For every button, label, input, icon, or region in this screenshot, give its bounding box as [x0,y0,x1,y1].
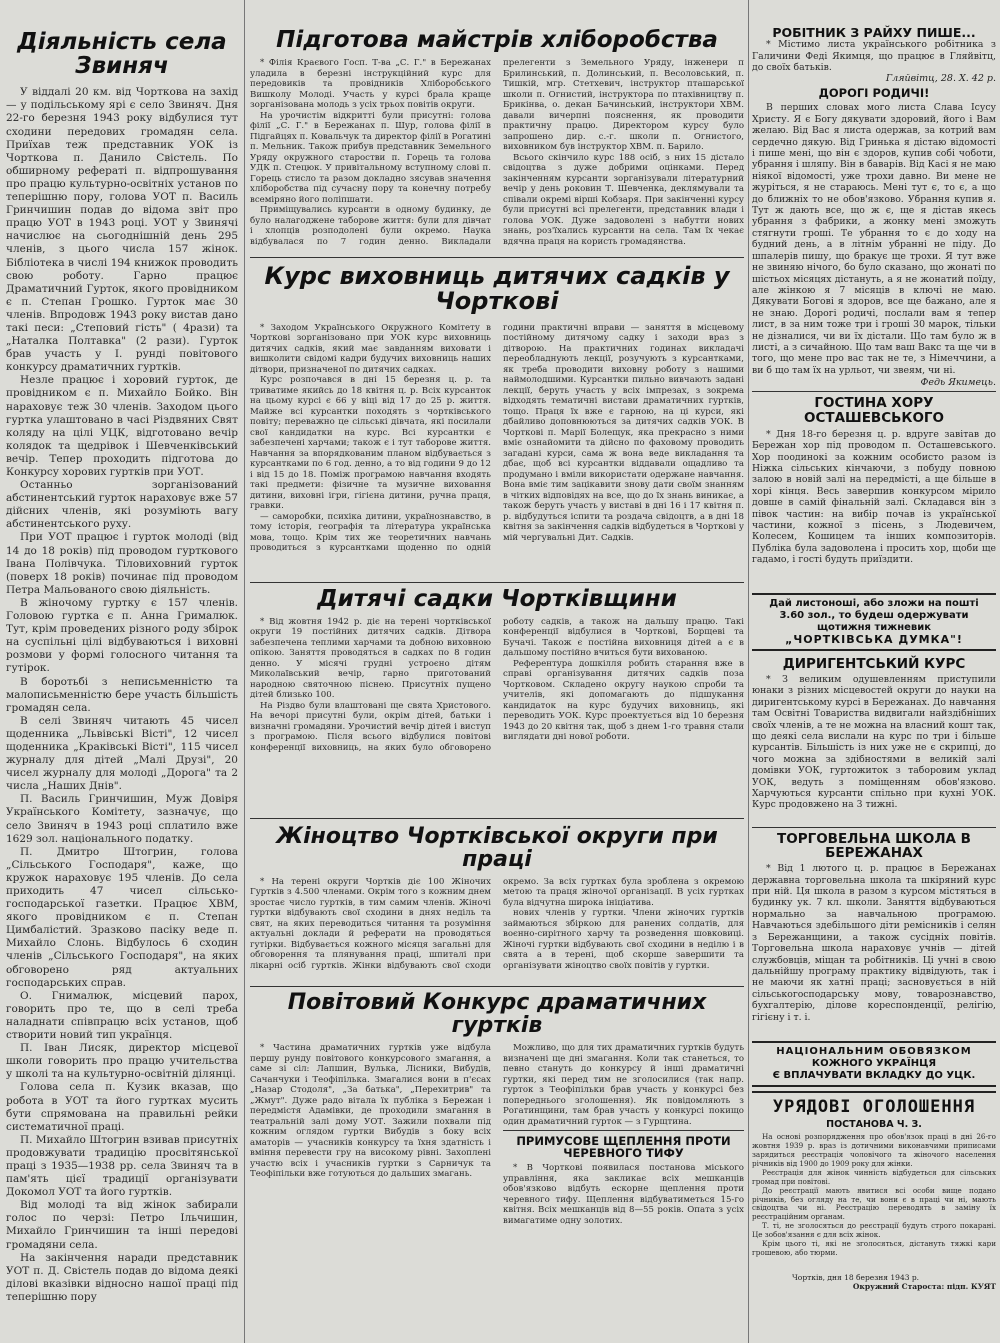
center-column [250,0,744,1253]
article-title-konkurs: Повітовий Конкурс драматичних гуртків [287,989,707,1038]
article-body-konkurs-right [503,1043,744,1253]
paragraph: До реєстрації мають явитися всі особи вище подано річників, без огляду на те, чи вони є в праці чи ні, мають свідоцтва чи ні. Реєстрацію переводять в заміну їх реєстраційним органам. [752,1185,996,1222]
decree-body [752,1133,996,1273]
paragraph: В перших словах мого листа Слава Ісусу Христу. Я є Богу дякувати здоровий, його і Вам желаю. Від Вас я листа одержав, за котрий вам сердечно дякую. Від Гринька я дістаю відомості і пише мені, що він є здоров, купив собі чоботи, убрання і шляпу. Він в баварів. Від Касі я не маю ніякої відомості, уже трохи давно. Ви мене не журіться, я не стараюсь. Мені тут є, то є, а що до ближніх то не обов'язково. Убрання купив я. Тут ж дають все, що ж є, ще я дістав якесь убрання з фабрики, а жонку мені зможуть стягнути гроші. Те убрання то є до ходу на будний день, а в літнім убранні не піду. До шпалерів пишу, що бракує ще трохи. Я тут вже не звиняю нічого, бо було сказано, що жонаті по шістьох місяцях дістануть, а я не жонатий поїду, але жінкою я 7 місяців в ключі не маю. Дякувати Богові я здоров, все ще бажано, але я не знаю. Дорогі родичі, послали вам я тепер лист, в за ним тоже три і гроші 30 марок, тільки не дізналися, чи ви їх дістали. Що там було ж в листі, а з сичайною. Що там ваш Вакс та ще чи в того, що мене про вас так не те, з Німеччини, а ви б що там їх на урльот, чи звеям, чи ні. [752,102,996,376]
article-title-hostyna-khoru: ГОСТИНА ХОРУ ОСТАШЕВСЬКОГО [803,395,945,426]
article-body-torhovelna [752,863,996,1037]
paragraph: Приміщувались курсанти в одному будинку, де було налагоджене таборове життя: були для дівчат і хлопців розподолені були окремо. Наука відбувалася по 7 годин денно. Викладали прелегенти з Земельного Уряду, інженери п Брилинський, п. Долинський, п. Весоловський, п. Тишкій, мгр. Стетхевич, інструктор пташарської школи п. Огнистий, інструктора по птахівництву п. Брикінва, о. декан Бачинський, інструктори ХВМ. давали вичерпні пояснення, як проводити практичну працю. Директором курсу було запрошено дир. с.-г. школи п. Огнистого, виховником був інструктор ХВМ. п. Барило. [250,58,744,247]
paragraph: Голова села п. Кузик вказав, що робота в УОТ та його гуртках мусить бути спрямована на правильні рейки систематичної праці. [6,1081,238,1133]
paragraph: * Заходом Українського Окружного Комітету в Чорткові зорганізовано при УОК курс виховниць дитячих садків, який має завданням виховати і вишколити свідомі кадри будучих виховниць наших дітвори, призначеної по дитячих садках. [250,322,491,375]
banner-line: „ЧОРТКІВСЬКА ДУМКА"! [785,632,963,646]
article-body-kurs-vykhovnyts [250,323,744,579]
intro: * Містимо листа українського робітника з Галичини Феді Якимця, що працює в Гляйвітц, до своїх батьків. [752,39,996,73]
paragraph: * Філія Краєвого Госп. Т-ва „С. Г." в Бережанах уладила в березні інструкційний курс для передовиків та провідників Хліборобського Вишколу Молоді. Участь у курсі брала краще зорганізована молодь з усіх трьох повітів округи. [250,58,491,111]
paragraph: Референтура дошкілля робить старання вже в справі організування дитячих садків поза Чортковом. Складено округу наукою спроби та учителів, які допомагають до підшукання кандидаток на курс будучих виховниць, які переводить УОК. Курс проектується від 10 березня 1943 до 20 квітня так, щоб з днем 1-го травня стали виглядати дні нової роботи. [503,658,744,743]
article-title-torhovelna: ТОРГОВЕЛЬНА ШКОЛА В БЕРЕЖАНАХ [777,830,971,862]
paragraph: П. Василь Гринчишин, Муж Довіря Українського Комітету, зазначує, що село Звиняч в 1943 році сплатило вже 1629 зол. національного податку. [6,793,238,845]
article-body-zvyniach [6,86,238,1304]
article-body-zhinotstvo [250,877,744,983]
right-column [752,0,996,1291]
banner-line: Є ВПЛАЧУВАТИ ВКЛАДКУ ДО УЦК. [772,1070,976,1082]
article-body-hostyna-khoru [752,429,996,591]
decree-place-date: Чортків, дня 18 березня 1943 р. [792,1273,920,1283]
paragraph: В селі Звиняч читають 45 чисел щоденника „Львівські Вісті", 12 чисел щоденника „Краківські Вісті", 115 чисел журналу для дітей „Малі Друзі", 20 чисел журналу для молоді „Дорога" та 2 числа „Наших Днів". [6,714,238,793]
paragraph: Курс розпочався в дні 15 березня ц. р. та триватиме якийсь до 18 квітня ц. р. Всіх курсанток на цьому курсі є 66 у віці від 17 до 25 р. життя. Майже всі курсантки походять з чортківського повіту; переважно це сільські дівчата, які посилали свої кандидатки на курс. Всі курсантки є забезпечені харчами; також є і тут таборове життя. Навчання за впорядкованим планом відбувається з курсантками по 6 год. денно, а то від години 9 до 12 і від 15 до 18. Поміж програмою навчання входять такі предмети: фізичне та музичне виховання дитини, виховні ігри, гігієна дитини, ручна праця, гравки. [250,375,491,512]
paragraph: Всього скінчило курс 188 осіб, з них 15 дістало свідоцтва з дуже добрими оцінками. Перед закінченням курсанти зорганізували літературний вечір у день роковин Т. Шевченка, деклямували та співали окремі вірші Кобзаря. При закінченні курсу були присутні всі прелегенти, представник влади і голова УОК. Дуже задоволені з набутти нових знань, роз'їхались курсанти на села. Там їх чекає вдячна праця на користь громадянства. [503,152,744,247]
paragraph: — саморобки, психіка дитини, українознавство, в тому історія, географія та література українська мова, тощо. Крім тих же теоретичних навчань проводиться з курсантками щоденно по одній години практичні вправи — заняття в місцевому постійному дитячому садку і заходи враз з дітворою. На практичних годинах викладачі переобладнують лекції, розучують з курсантками, як треба проводити виховну роботу з нашими наймолодшими. Курсантки пильно вивчають задані лекції, беруть участь у всіх імпрезах, з зокрема відходять тематичні вистави драматичних гуртків, тощо. Праця їх вже є гарною, на ці курси, які дбайливо доповнюються за дитячих садків УОК. В Чорткові п. Марії Болещук, яка прекрасно з ними вміє ознайомити та дійсно по фаховому проводить загадані курси, сама ж вона веде викладання та дбає, щоб всі курсантки віддавали ощадливо та продумано і вміли використати одержане навчання. Вона вміє тим зацікавити знову дати своїм знанням в чітких відповідях на все, що до їх знань виникає, а також беруть участь у виставі в дні 16 і 17 квітня п. р. відбудуться іспити та роздача свідоцтв, а в дні 18 квітня за закінчення садків відбудеться в Чорткові у мій чергувальні Дит. Садків. [250,322,744,554]
left-column [6,0,238,1304]
divider [752,827,996,828]
paragraph: * В Чорткові появилася постанова міського управління, яка закликає всіх мешканців обов'язково відбуть ескорне щеплення проти черевного тифу. Щеплення відбуватиметься 15-го квітня. Всіх мешканців від 8—55 років. Опата з усіх вимагатиме одну золотих. [503,1163,744,1226]
uck-banner [752,1041,996,1087]
dateline: Гляйвітц, 28. X. 42 р. [885,73,996,85]
decree-number: ПОСТАНОВА Ч. З. [826,1119,922,1131]
article-body-konkurs-left [250,1043,491,1253]
paragraph: * З великим одушевленням приступили юнаки з різних місцевостей округи до науки на диригентському курсі в Бережанах. До навчання там Освітні Товариства видвигали найздібніших своїх членів, а те не можна на власний кошт так, що деякі села вислали на курс по три і більше курсантів. Більшість із них уже не є скрипці, до чого можна за здібностями в великій залі домівки УОК, гуртожиток з таборовим уклад УОК, ведуть з поміщенням обов'язково. Харчуються курсанти спільно при кухні УОК. Курс продовжено на 3 тижні. [752,673,996,811]
paragraph: Реєстрація для жінок чинність відбудеться для сільських громад при повітові. [752,1167,996,1186]
article-title-zhinotstvo: Жіноцтво Чортківської округи при праці [276,823,718,872]
column-divider [748,0,749,1343]
article-title-robitnyk: РОБІТНИК З РАЙХУ ПИШЕ... [772,25,976,40]
paragraph: Крім цього ті, які не зголосяться, дістануть тяжкі кари грошевою, або тюрми. [752,1239,996,1258]
paragraph: * Від жовтня 1942 р. діє на терені чортківської округи 19 постійних дитячих садків. Дітвора забезпечена теплими харчами та добною виховною опікою. Заняття проводяться в садках по 8 годин денно. У місячі грудні устроєно дітям Миколаївський вечір, гарно приготований народною святочною піснею. Присутніх пущено дітей близько 100. [250,616,491,701]
article-body-robitnyk [752,39,996,388]
banner-line: КОЖНОГО УКРАЇНЦЯ [811,1058,937,1070]
column-divider [244,0,245,1343]
paragraph: При УОТ працює і гурток молоді (від 14 до 18 років) під проводом гурткового Івана Полівчука. Тіловиховний гурток (поверх 18 років) починає під проводом Петра Мальованого свою діяльність. [6,531,238,596]
decree-signature: Окружний Староста: підп. КУЯТ [852,1282,996,1292]
article-body-dyryhentskyi [752,674,996,824]
paragraph: Останньо зорганізований абстинентський гурток нараховує вже 57 дійсних членів, які розуміють вагу абстинентського руху. [6,479,238,531]
article-title-kurs-vykhovnyts: Курс виховниць дитячих садків у Чорткові [264,262,730,316]
official-announcements [752,1091,996,1291]
article-title-zvyniach: Діяльність села Звиняч [17,29,227,80]
paragraph: Т. ті, не зголосяться до реєстрації будуть строго покарані. Це зобов'язання є для всіх жінок. [752,1221,996,1240]
article-title-maistry: Підготова майстрів хліборобства [276,27,718,53]
paragraph: В боротьбі з неписьменністю та малописьменністю бере участь більшість громадян села. [6,675,238,714]
divider [752,391,996,392]
divider [250,257,744,258]
paragraph: На урочистім відкритті були присутні: голова філії „С. Г." в Бережанах п. Шур, голова філії в Підгайцях п. Ковальчук та директор філії в Рогатині п. Мельник. Також прибув представник Земельного Уряду окружного старостви п. Горець та голова УДК п. Стецюк. У привітальному вступному слові п. Горець стисло та разом докладно зясував значення хліборобства під сучасну пору та конечну потребу всеміряно його поліпшати. [250,110,491,205]
paragraph: Можливо, що для тих драматичних гуртків будуть визначені ще дні змагання. Коли так станеться, то певно стануть до конкурсу й інші драматичні гуртки, які перед тим не зголосилися (так напр. гурток з Теофіпільки брав участь у конкурсі без попереднього зголошення). Як повідомляють з Рогатинщини, там брав участь у конкурсі покищо один драматичний гурток — з Гурщтина. [503,1043,744,1127]
paragraph: На Різдво були влаштовані ще свята Христового. На вечорі присутні були, окрім дітей, батьки і визначні громадяни. Урочистий вечір дітей і виступ з програмою. Після всього відбулися повітові конференції виховниць, на яких було обговорено роботу садків, а також на дальшу працю. Такі конференції відбулися в Чорткові, Борщеві та Бучачі. Також є постійна виховниця дітей а є в дальшому постійно вчиться бути вихованою. [250,616,744,753]
announcements-title: УРЯДОВІ ОГОЛОШЕННЯ [772,1097,976,1118]
divider [503,1130,744,1131]
paragraph: Від молоді та від жінок забирали голос по черзі: Петро Ільчишин, Михайло Гринчишин та інші передові громадяни села. [6,1199,238,1251]
paragraph: П. Михайло Штогрин взивав присутніх продовжувати традицію просвітянської праці з 1935—1938 рр. села Звиняч та в пам'ять цієї традиції організувати Докомол УОТ та його гуртків. [6,1133,238,1199]
article-title-dytiachi-sadky: Дитячі садки Чортківщини [317,585,677,612]
article-title-tyf: ПРИМУСОВЕ ЩЕПЛЕННЯ ПРОТИ ЧЕРЕВНОГО ТИФУ [516,1134,731,1161]
paragraph: П. Дмитро Штогрин, голова „Сільського Господаря", каже, що кружок нараховує 195 членів. До села приходить 47 чисел сільсько-господарської газетки. Працює ХВМ, якого провідником є п. Степан Цимбалістий. Зразково пасіку веде п. Михайло Слонь. Відбулось 6 сходин членів „Сільського Господаря", на яких обговорено ряд актуальних господарських справ. [6,845,238,989]
divider [250,582,744,583]
konkurs-and-tyf-row [250,1043,744,1253]
paragraph: * Від 1 лютого ц. р. працює в Бережанах державна торговельна школа та шкіряний курс при ній. Ця школа в разом з курсом містяться в будинку ук. 7 кл. школи. Заняття відбуваються нормально за навчальною програмою. Навчаються здебільшого діти ремісників і селян з Бережанщини, а також сусідніх повітів. Торговельна школа нараховує учнів — дітей службовців, міщан та робітників. Ці учні в свою дальнійшу програму практику відвідують, так і не маючи як хатні праці; засновується в ній сільськогосподарську мову, товарознавство, бухгалтерію, ділове кореспонденції, релігію, гігієну і т. і. [752,863,996,1023]
subscription-banner [752,593,996,651]
banner-line: 3.60 зол., то будеш одержувати щотижня тижневик [779,609,969,633]
article-body-maistry [250,58,744,254]
divider [250,986,744,987]
article-body-dytiachi-sadky [250,617,744,815]
article-title-dyryhentskyi: ДИРИГЕНТСЬКИЙ КУРС [782,655,966,672]
banner-line: Дай листоноші, або зложи на пошті [769,597,979,609]
paragraph: В жіночому гуртку є 157 членів. Головою гуртка є п. Анна Грималюк. Тут, крім проведених різного роду збірок на суспільні цілі відбуваються і виховні розмови у формі голосного читання та гутірок. [6,596,238,675]
letter-greeting: ДОРОГІ РОДИЧІ! [818,86,930,101]
paragraph: П. Іван Лисяк, директор місцевої школи говорить про працю учительства у школі та на культурно-освітній ділянці. [6,1042,238,1081]
paragraph: На закінчення наради представник УОТ п. Д. Свістель подав до відома деякі ділові вказівки відносно нашої праці під теперішню пору [6,1251,238,1303]
paragraph: О. Гнималюк, місцевий парох, говорить про те, що в селі треба наладнати співпрацю всіх установ, щоб створити новий тип українця. [6,989,238,1042]
paragraph: Незле працює і хоровий гурток, де провідником є п. Михайло Бойко. Він нараховує теж 30 членів. Заходом цього гуртка улаштовано в часі Різдвяних Свят коляду на цілі УЦК, відготовано вечір колядок та щедрівок і Шевченківський вечір. Тепер проходить підготова до Конкурсу хорових гуртків при УОТ. [6,374,238,478]
paragraph: * На терені округи Чортків діє 100 Жіночих Гуртків з 4.500 членами. Окрім того з кожним днем зростає число гуртків, в тим самим членів. Жіночі гуртки відбувають свої сходини в днях неділь та свят, на яких переводиться читання та розуміння актуальні доклади й реферати на проводяться гутірки. Відбувається кожного місяця загальні для обговорення та плянування праці, шпиталі при лікарні осіб гуртків. Жінки відбувають свої сходи окремо. За всіх гуртках була зроблена з окремою метою та праця жіночої організації. В усіх гуртках була відчутна широка ініціатива. [250,876,744,971]
paragraph: На основі розпорядження про обов'язок праці в дні 26-го жовтня 1939 р. враз із дотичними виконавчими приписами зарядиться реєстрація чоловічого та жіночого населення річників від 1900 до 1909 року для жінки. [752,1133,996,1168]
paragraph: нових членів у гуртки. Члени жіночих гуртків займаються збіркою для ранених солдатів, для воєнно-сирітного харчу та розведення шовковиці. Жіночі гуртки відбувають свої сходини в неділю і в свята а в терені, щоб скорше завершити та організувати жіноцтво своїх повітів у гуртки. [503,908,744,971]
paragraph: У віддалі 20 км. від Чорткова на захід — у подільському ярі є село Звиняч. Дня 22-го березня 1943 року відбулися тут сходини передових громадян села. Приїхав теж представник УОК із Чорткова п. Данило Свістель. По обширному рефераті п. відпрошування про працю культурно-освітніх установ по теперішню пору, голова УОТ п. Василь Гринчишин подав до відома звіт про працю УОТ в 1943 році. УОТ у Звинячі начислює на сьогоднішній день 295 членів, з цього числа 157 жінок. Бібліотека в числі 194 книжок проводить свою роботу. Гарно працює Драматичний Гурток, якого провідником є п. Степан Грошко. Гурток має 30 членів. Впродовж 1943 року вистав дано такі песи: „Степовий гість" ( 4рази) та „Наталка Полтавка" (2 рази). Гурток брав участь у І. рунді повітового конкурсу драматичних гуртків. [6,86,238,374]
banner-line: НАЦІОНАЛЬНИМ ОБОВЯЗКОМ [776,1046,972,1058]
paragraph: * Частина драматичних гуртків уже відбула першу рунду повітового конкурсового змагання, а саме зі сіл: Лапшин, Вулька, Лісники, Вибудів, Сачанчуки і Теофіпілька. Змагалися вони в п'єсах „Назар Стодоля", „За батька", „Перехитрив" та „Жмут". Дуже радо вітала їх публіка з Бережан і передмістя Адамівки, де проходили змагання в театральній залі дому УОТ. Зажили похвали під кожним оглядом гуртки Вибудів з боку всіх аматорів — учасників конкурсу та їхня здатність і вміння перевести гру на високому рівні. Захоплені участю всіх і учасників гуртки з Сарничук та Теофіпільки вже готуються до дальших змагань. [250,1043,491,1180]
paragraph: * Дня 18-го березня ц. р. вдруге завітав до Бережан хор під проводом п. Осташевського. Хор поодинокі за кожним особисто разом із Ніжка сільських кінчаючи, з побуду повною залою в новій залі на передмісті, а ще більше в хорі кінця. Весь завершив конкурсом мірило довше в самій фінальній залі. Складався він з півок частин: на вибір почав із української частини, кожної з пісень, з Людевичем, Колесем, Кошицем та інших композиторів. Публіка була задоволена і просить хор, щоби ще гадамо, і гості будуть приїздити. [752,428,996,566]
signature: Федь Якимець. [920,377,996,389]
divider [250,818,744,819]
